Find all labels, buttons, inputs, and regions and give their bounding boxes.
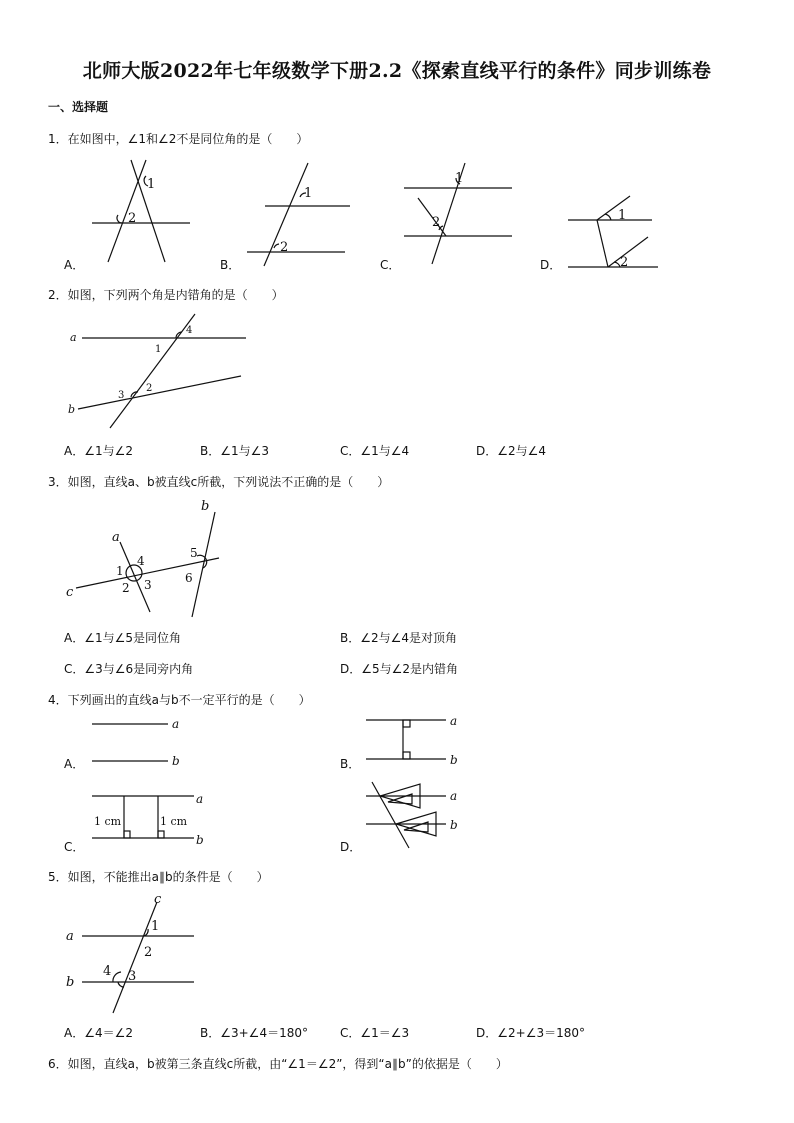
- q3-angle-6-label: 6: [185, 571, 193, 585]
- q4c-length-label-left: 1 cm: [94, 815, 122, 828]
- q4c-line-b-label: b: [196, 833, 204, 847]
- q4-option-d: D．: [340, 840, 362, 854]
- q1c-angle-2-label: 2: [432, 215, 441, 230]
- q2-option-d: D．∠2与∠4: [476, 444, 547, 458]
- q4-option-b: B．: [340, 757, 361, 771]
- q4d-line-b-label: b: [450, 818, 458, 832]
- q3-angle-3-label: 3: [144, 578, 152, 592]
- q1b-angle-1-label: 1: [304, 186, 313, 201]
- q4d-line-a-label: a: [450, 789, 458, 803]
- q1-option-b: B．: [220, 258, 241, 272]
- page-title: 北师大版2022年七年级数学下册2.2《探索直线平行的条件》同步训练卷: [82, 60, 712, 82]
- q2-line-a-label: a: [70, 331, 77, 344]
- question-5-stem: 5．如图，不能推出a∥b的条件是（ ）: [48, 870, 269, 884]
- q1c-angle-1-label: 1: [455, 171, 464, 186]
- q4a-line-b-label: b: [172, 754, 180, 768]
- q4c-line-a-label: a: [196, 792, 204, 806]
- q4-option-c: C．: [64, 840, 85, 854]
- q3-line-c-label: c: [66, 585, 74, 600]
- q2-line-b-label: b: [68, 403, 76, 416]
- q1a-angle-1-label: 1: [147, 177, 156, 192]
- q5-line-b-label: b: [66, 975, 75, 990]
- q5-angle-1-label: 1: [151, 919, 160, 934]
- q2-option-b: B．∠1与∠3: [200, 444, 270, 458]
- q3-line-a-label: a: [112, 530, 120, 545]
- question-3-stem: 3．如图，直线a、b被直线c所截，下列说法不正确的是（ ）: [48, 475, 390, 489]
- q1b-angle-2-label: 2: [280, 240, 289, 255]
- question-2-stem: 2．如图，下列两个角是内错角的是（ ）: [48, 288, 284, 302]
- q4b-line-a-label: a: [450, 714, 458, 728]
- q3-option-d: D．∠5与∠2是内错角: [340, 662, 459, 676]
- q3-option-a: A．∠1与∠5是同位角: [64, 631, 181, 645]
- q5-option-a: A．∠4＝∠2: [64, 1026, 133, 1040]
- q3-option-b: B．∠2与∠4是对顶角: [340, 631, 458, 645]
- q1d-angle-1-label: 1: [618, 208, 627, 223]
- q1-option-c: C．: [380, 258, 401, 272]
- q5-angle-2-label: 2: [144, 945, 153, 960]
- section-heading: 一、选择题: [48, 100, 109, 114]
- q5-option-b: B．∠3+∠4＝180°: [200, 1026, 308, 1040]
- q4-option-a: A．: [64, 757, 85, 771]
- q3-angle-1-label: 1: [116, 564, 124, 578]
- question-4-stem: 4．下列画出的直线a与b不一定平行的是（ ）: [48, 693, 311, 707]
- q1-option-a: A．: [64, 258, 85, 272]
- q2-option-c: C．∠1与∠4: [340, 444, 410, 458]
- q5-line-a-label: a: [66, 929, 74, 944]
- q1d-angle-2-label: 2: [620, 255, 629, 270]
- q5-option-c: C．∠1＝∠3: [340, 1026, 410, 1040]
- q3-option-c: C．∠3与∠6是同旁内角: [64, 662, 194, 676]
- q1a-angle-2-label: 2: [128, 211, 137, 226]
- q4c-length-label-right: 1 cm: [160, 815, 188, 828]
- q3-angle-2-label: 2: [122, 581, 130, 595]
- q5-option-d: D．∠2+∠3＝180°: [476, 1026, 585, 1040]
- q5-angle-3-label: 3: [128, 969, 137, 984]
- q5-angle-4-label: 4: [103, 964, 112, 979]
- q4b-line-b-label: b: [450, 753, 458, 767]
- q2-angle-4-label: 4: [186, 325, 193, 336]
- q2-angle-1-label: 1: [155, 344, 162, 355]
- question-6-stem: 6．如图，直线a，b被第三条直线c所截，由“∠1＝∠2”，得到“a∥b”的依据是（ ）: [48, 1057, 508, 1071]
- q3-angle-4-label: 4: [137, 554, 145, 568]
- question-1-stem: 1．在如图中，∠1和∠2不是同位角的是（ ）: [48, 132, 309, 146]
- q3-angle-5-label: 5: [190, 546, 198, 560]
- q2-angle-3-label: 3: [118, 390, 125, 401]
- q5-line-c-label: c: [154, 892, 162, 907]
- q3-line-b-label: b: [201, 499, 210, 514]
- q2-option-a: A．∠1与∠2: [64, 444, 133, 458]
- q4a-line-a-label: a: [172, 717, 180, 731]
- q1-option-d: D．: [540, 258, 562, 272]
- q2-angle-2-label: 2: [146, 383, 153, 394]
